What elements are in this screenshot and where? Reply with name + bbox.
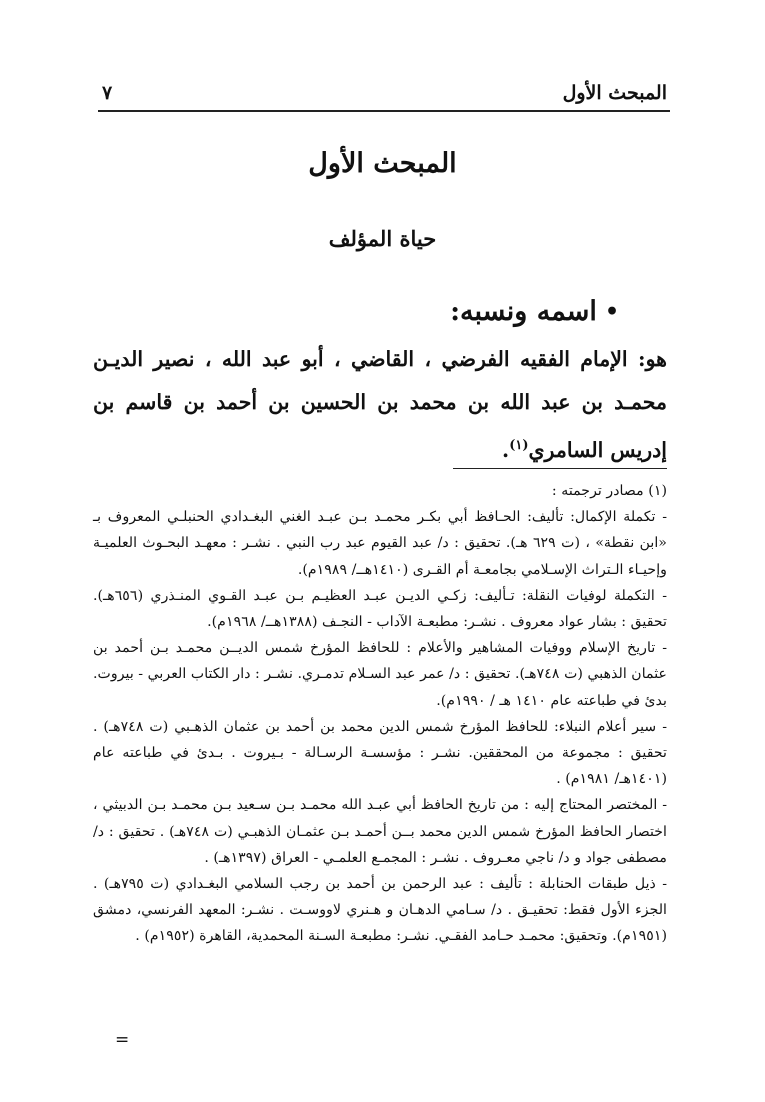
- subheading-text: اسمه ونسبه:: [450, 296, 597, 327]
- footnote-entry: - ذيل طبقات الحنابلة : تأليف : عبد الرحمن بن أحمد بن رجب السلامي البغـدادي (ت ٧٩٥هـ) . الجزء الأول فقط: تحقيـق . د/ سـامي الدهـان و هـنري لاووسـت . نشـر: المعهد الفرنسي، دمشق (١٩٥١م). وتحقيق: محمـد حـامد الفقـي. نشـر: مطبعـة السـنة المحمدية، القاهرة (١٩٥٢م) .: [93, 876, 667, 945]
- footnote-entry: - تاريخ الإسلام ووفيات المشاهير والأعلام : للحافظ المؤرخ شمس الديــن محمـد بـن أحمد بن عثمان الذهبي (ت ٧٤٨هـ). تحقيق : د/ عمر عبد السـلام تدمـري. نشـر : دار الكتاب العربي - بيروت. بدئ في طباعته عام ١٤١٠ هـ / ١٩٩٠م).: [93, 640, 667, 709]
- footnote-entry: - تكملة الإكمال: تأليف: الحـافظ أبي بكـر محمـد بـن عبـد الغني البغـدادي الحنبلـي المعروف بـ «ابن نقطة» ، (ت ٦٢٩ هـ). تحقيق : د/ عبد القيوم عبد رب النبي . نشـر : معهـد البحـوث العلميـة وإحيـاء الـتراث الإسـلامي بجامعـة أم القـرى (١٤١٠هــ/ ١٩٨٩م).: [93, 509, 667, 578]
- footnote-heading-text: مصادر ترجمته :: [551, 483, 644, 499]
- footnote-entry: - المختصر المحتاج إليه : من تاريخ الحافظ أبي عبـد الله محمـد بـن سـعيد بـن محمـد بـن الدبيثي ، اختصار الحافظ المؤرخ شمس الدين محمد بــن أحمـد بـن عثمـان الذهبـي (ت ٧٤٨هـ) . تحقيق : د/ مصطفى جواد و د/ ناجي معـروف . نشـر : المجمـع العلمـي - العراق (١٣٩٧هـ) .: [93, 797, 667, 866]
- footnote-entry: - التكملة لوفيات النقلة: تـأليف: زكـي الديـن عبـد العظيـم بـن عبـد القـوي المنـذري (٦٥٦هـ). تحقيق : بشار عواد معروف . نشـر: مطبعـة الآداب - النجـف (١٣٨٨هــ/ ١٩٦٨م).: [93, 587, 667, 631]
- running-header-title: المبحث الأول: [562, 82, 667, 104]
- chapter-title: المبحث الأول: [308, 148, 457, 179]
- header-rule: [98, 110, 670, 112]
- continuation-mark: =: [115, 1030, 130, 1050]
- footnote-rule: [453, 468, 667, 469]
- subheading: [450, 296, 619, 327]
- page-number: ٧: [102, 82, 113, 104]
- body-text: هو: الإمام الفقيه الفرضي ، القاضي ، أبو عبد الله ، نصير الديـن محمـد بن عبد الله بن محمد بن الحسين بن أحمد بن قاسم بن إدريس السامري: [93, 347, 667, 462]
- footnote-number: (١): [648, 483, 667, 499]
- body-paragraph: [93, 338, 667, 472]
- section-title: حياة المؤلف: [328, 226, 437, 251]
- footnotes: [93, 478, 667, 950]
- footnote-heading: [93, 478, 667, 504]
- footnote-reference[interactable]: (١): [509, 438, 529, 453]
- bullet-icon: •: [604, 298, 619, 325]
- body-end: .: [502, 437, 510, 462]
- footnote-entry: - سير أعلام النبلاء: للحافظ المؤرخ شمس الدين محمد بن أحمد بن عثمان الذهـبي (ت ٧٤٨هـ) . تحقيق : مجموعة من المحققين. نشـر : مؤسسـة الرسـالة - بـيروت . بـدئ في طباعته عام (١٤٠١هـ/ ١٩٨١م) .: [93, 718, 667, 788]
